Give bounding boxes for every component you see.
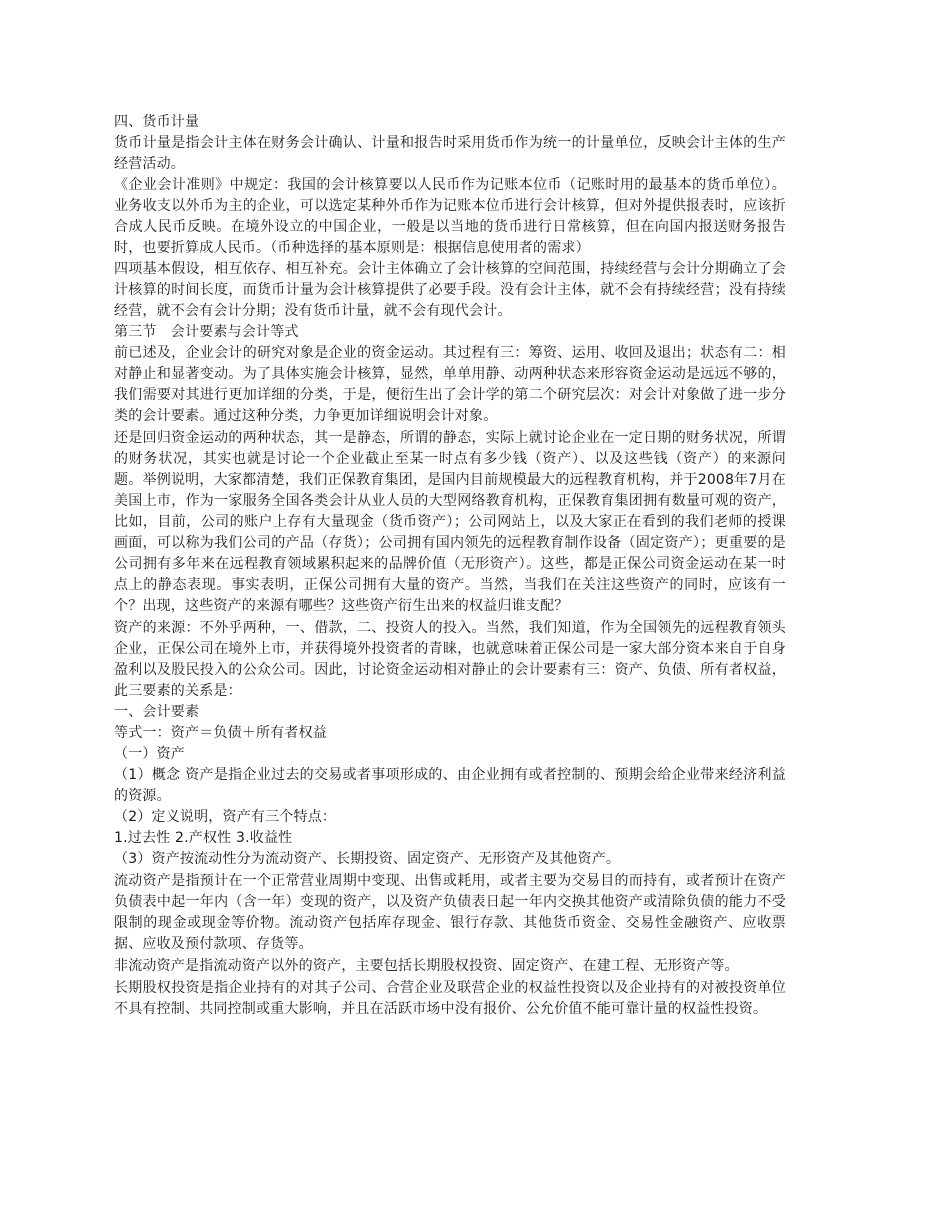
heading-currency-measurement: 四、货币计量 bbox=[114, 114, 200, 130]
paragraph-asset-concept: （1）概念 资产是指企业过去的交易或者事项形成的、由企业拥有或者控制的、预期会给企业带来经济利益的资源。 bbox=[114, 767, 786, 804]
paragraph-long-term-equity: 长期股权投资是指企业持有的对其子公司、合营企业及联营企业的权益性投资以及企业持有的对被投资单位不具有控制、共同控制或重大影响，并且在活跃市场中没有报价、公允价值不能可靠计量的权益性投资。 bbox=[114, 980, 786, 1017]
paragraph-asset-sources: 资产的来源：不外乎两种，一、借款，二、投资人的投入。当然，我们知道，作为全国领先的远程教育领头企业，正保公司在境外上市，并获得境外投资者的青睐，也就意味着正保公司是一家大部分资本来自于自身盈利以及股民投入的公众公司。因此，讨论资金运动相对静止的会计要素有三：资产、负债、所有者权益，此三要素的关系是： bbox=[114, 620, 786, 699]
paragraph-accounting-standards: 《企业会计准则》中规定：我国的会计核算要以人民币作为记账本位币（记账时用的最基本的货币单位）。业务收支以外币为主的企业，可以选定某种外币作为记账本位币进行会计核算，但对外提供报表时，应该折合成人民币反映。在境外设立的中国企业，一般是以当地的货币进行日常核算，但在向国内报送财务报告时，也要折算成人民币。（币种选择的基本原则是：根据信息使用者的需求） bbox=[114, 177, 786, 256]
paragraph-non-current-assets: 非流动资产是指流动资产以外的资产，主要包括长期股权投资、固定资产、在建工程、无形资产等。 bbox=[114, 958, 739, 974]
paragraph-static-state: 还是回归资金运动的两种状态，其一是静态，所谓的静态，实际上就讨论企业在一定日期的财务状况，所谓的财务状况，其实也就是讨论一个企业截止至某一时点有多少钱（资产）、以及这些钱（资产）的来源问题。举例说明，大家都清楚，我们正保教育集团，是国内目前规模最大的远程教育机构，并于2008年7月在美国上市，作为一家服务全国各类会计从业人员的大型网络教育机构，正保教育集团拥有数量可观的资产，比如，目前，公司的账户上存有大量现金（货币资产）；公司网站上，以及大家正在看到的我们老师的授课画面，可以称为我们公司的产品（存货）；公司拥有国内领先的远程教育制作设备（固定资产）；更重要的是公司拥有多年来在远程教育领域累积起来的品牌价值（无形资产）。这些，都是正保公司资金运动在某一时点上的静态表现。事实表明，正保公司拥有大量的资产。当然，当我们在关注这些资产的同时，应该有一个？出现，这些资产的来源有哪些？这些资产衍生出来的权益归谁支配？ bbox=[114, 430, 786, 614]
paragraph-four-assumptions: 四项基本假设，相互依存、相互补充。会计主体确立了会计核算的空间范围，持续经营与会计分期确立了会计核算的时间长度，而货币计量为会计核算提供了必要手段。没有会计主体，就不会有持续经营；没有持续经营，就不会有会计分期；没有货币计量，就不会有现代会计。 bbox=[114, 261, 786, 319]
paragraph-fund-movement: 前已述及，企业会计的研究对象是企业的资金运动。其过程有三：筹资、运用、收回及退出；状态有二：相对静止和显著变动。为了具体实施会计核算，显然，单单用静、动两种状态来形容资金运动是远远不够的，我们需要对其进行更加详细的分类，于是，便衍生出了会计学的第二个研究层次：对会计对象做了进一步分类的会计要素。通过这种分类，力争更加详细说明会计对象。 bbox=[114, 345, 786, 424]
paragraph-current-assets: 流动资产是指预计在一个正常营业周期中变现、出售或耗用，或者主要为交易目的而持有，或者预计在资产负债表中起一年内（含一年）变现的资产，以及资产负债表日起一年内交换其他资产或清除负债的能力不受限制的现金或现金等价物。流动资产包括库存现金、银行存款、其他货币资金、交易性金融资产、应收票据、应收及预付款项、存货等。 bbox=[114, 873, 786, 952]
heading-section-three: 第三节 会计要素与会计等式 bbox=[114, 324, 299, 340]
equation-one: 等式一：资产＝负债＋所有者权益 bbox=[114, 725, 327, 741]
paragraph-asset-classification: （3）资产按流动性分为流动资产、长期投资、固定资产、无形资产及其他资产。 bbox=[114, 851, 621, 867]
document-body bbox=[114, 112, 786, 1020]
paragraph-currency-definition: 货币计量是指会计主体在财务会计确认、计量和报告时采用货币作为统一的计量单位，反映会计主体的生产经营活动。 bbox=[114, 135, 786, 172]
paragraph-asset-features-list: 1.过去性 2.产权性 3.收益性 bbox=[114, 830, 293, 846]
heading-assets: （一）资产 bbox=[114, 746, 185, 762]
heading-accounting-elements: 一、会计要素 bbox=[114, 704, 200, 720]
paragraph-asset-features-intro: （2）定义说明，资产有三个特点： bbox=[114, 809, 337, 825]
